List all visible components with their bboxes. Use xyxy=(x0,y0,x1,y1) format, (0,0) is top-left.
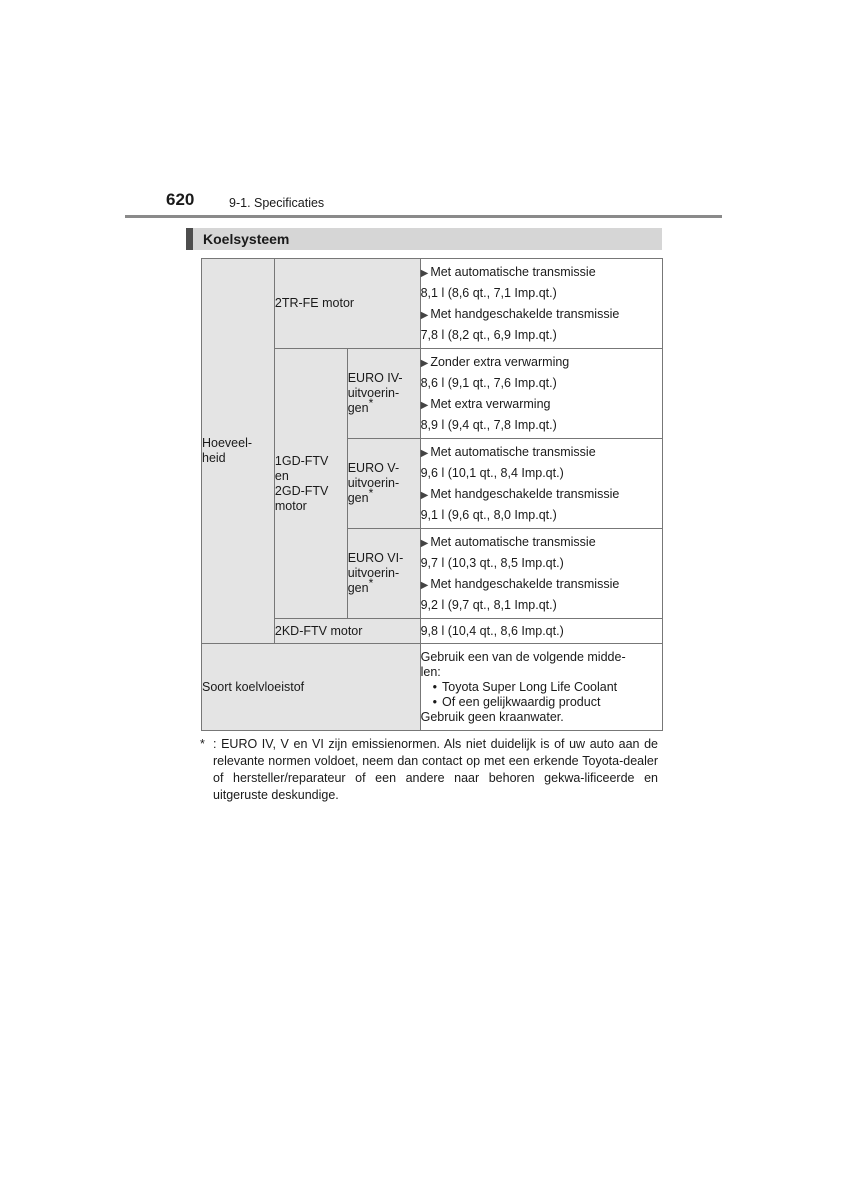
model-2kd: 2KD-FTV motor xyxy=(274,623,363,638)
amount-text: 9,7 l (10,3 qt., 8,5 Imp.qt.) xyxy=(420,555,564,570)
condition-text: Met automatische transmissie xyxy=(430,264,596,279)
euro4-label: EURO IV- uitvoerin- gen xyxy=(347,371,403,415)
euro4-label-cell xyxy=(347,349,420,439)
amount-2kd: 9,8 l (10,4 qt., 8,6 Imp.qt.) xyxy=(420,623,564,638)
euro6-label-cell xyxy=(347,529,420,619)
triangle-bullet-icon: ▶ xyxy=(420,309,429,321)
amount-2kd-cell xyxy=(420,619,662,644)
coolant-option-text: Of een gelijkwaardig product xyxy=(442,694,601,709)
spec-entry xyxy=(421,441,662,481)
footnote-text: : EURO IV, V en VI zijn emissienormen. Als niet duidelijk is of uw auto aan de relevante normen voldoet, neem dan contact op met een erkende Toyota-dealer of hersteller/reparateur of een andere naar behoren gekwa-lificeerde en uitgeruste deskundige. xyxy=(213,737,658,802)
bullet-icon: • xyxy=(432,694,437,709)
condition-text: Zonder extra verwarming xyxy=(430,354,570,369)
header-rule xyxy=(125,215,722,218)
coolant-option xyxy=(421,695,662,710)
chapter-title: 9-1. Specificaties xyxy=(229,196,325,210)
triangle-bullet-icon: ▶ xyxy=(420,579,429,591)
coolant-option xyxy=(421,680,662,695)
section-title: Koelsysteem xyxy=(203,231,290,247)
euro5-amount-cell xyxy=(420,439,662,529)
euro4-amount-cell xyxy=(420,349,662,439)
euro5-label-cell xyxy=(347,439,420,529)
footnote-star: * xyxy=(368,395,374,410)
condition-text: Met automatische transmissie xyxy=(430,534,596,549)
amount-text: 7,8 l (8,2 qt., 6,9 Imp.qt.) xyxy=(420,327,557,342)
model-2trfe-cell xyxy=(274,259,420,349)
euro6-amount-cell xyxy=(420,529,662,619)
amount-text: 8,1 l (8,6 qt., 7,1 Imp.qt.) xyxy=(420,285,557,300)
coolant-type-label-cell xyxy=(202,644,421,731)
amount-text: 9,1 l (9,6 qt., 8,0 Imp.qt.) xyxy=(420,507,557,522)
spec-entry xyxy=(421,571,662,617)
triangle-bullet-icon: ▶ xyxy=(420,399,429,411)
euro5-label: EURO V- uitvoerin- gen xyxy=(347,461,400,505)
coolant-type-value-cell xyxy=(420,644,662,731)
coolant-type-label: Soort koelvloeistof xyxy=(202,679,305,694)
spec-entry xyxy=(421,351,662,391)
coolant-intro: Gebruik een van de volgende midde- len: xyxy=(420,649,626,679)
footnote xyxy=(200,736,658,804)
spec-entry xyxy=(421,391,662,437)
triangle-bullet-icon: ▶ xyxy=(420,489,429,501)
spec-entry xyxy=(421,301,662,347)
quantity-label: Hoeveel- heid xyxy=(202,436,253,465)
condition-text: Met handgeschakelde transmissie xyxy=(430,486,620,501)
triangle-bullet-icon: ▶ xyxy=(420,267,429,279)
spec-entry xyxy=(421,261,662,301)
condition-text: Met handgeschakelde transmissie xyxy=(430,576,620,591)
model-2trfe: 2TR-FE motor xyxy=(274,296,355,310)
condition-text: Met handgeschakelde transmissie xyxy=(430,306,620,321)
coolant-option-text: Toyota Super Long Life Coolant xyxy=(442,679,618,694)
spec-entry xyxy=(421,531,662,571)
condition-text: Met extra verwarming xyxy=(430,396,551,411)
coolant-spec-table xyxy=(201,258,663,731)
model-1gd-2gd: 1GD-FTV en 2GD-FTV motor xyxy=(274,453,329,513)
coolant-note: Gebruik geen kraanwater. xyxy=(420,709,564,724)
footnote-star: * xyxy=(368,575,374,590)
triangle-bullet-icon: ▶ xyxy=(420,447,429,459)
amount-text: 8,9 l (9,4 qt., 7,8 Imp.qt.) xyxy=(420,417,557,432)
amount-text: 9,6 l (10,1 qt., 8,4 Imp.qt.) xyxy=(420,465,564,480)
footnote-star: * xyxy=(200,737,205,751)
section-header xyxy=(186,228,662,250)
triangle-bullet-icon: ▶ xyxy=(420,537,429,549)
spec-entry xyxy=(421,481,662,527)
model-2kd-cell xyxy=(274,619,420,644)
footnote-star: * xyxy=(368,485,374,500)
amount-text: 9,2 l (9,7 qt., 8,1 Imp.qt.) xyxy=(420,597,557,612)
page-number: 620 xyxy=(166,190,195,209)
amount-2trfe-cell xyxy=(420,259,662,349)
amount-text: 8,6 l (9,1 qt., 7,6 Imp.qt.) xyxy=(420,375,557,390)
bullet-icon: • xyxy=(432,679,437,694)
triangle-bullet-icon: ▶ xyxy=(420,357,429,369)
quantity-label-cell xyxy=(202,259,275,644)
model-1gd-2gd-cell xyxy=(274,349,347,619)
euro6-label: EURO VI- uitvoerin- gen xyxy=(347,551,404,595)
condition-text: Met automatische transmissie xyxy=(430,444,596,459)
